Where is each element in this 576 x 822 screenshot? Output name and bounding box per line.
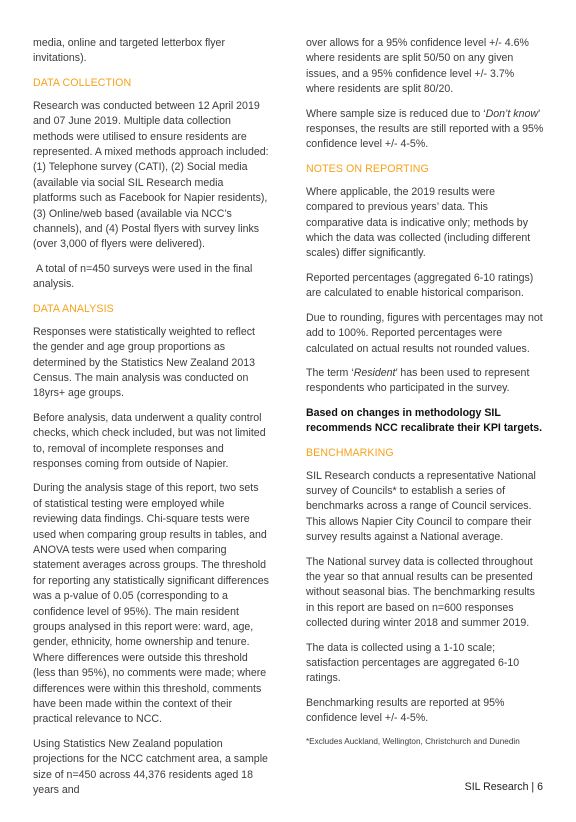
notes-paragraph-3: Due to rounding, figures with percentages may not add to 100%. Reported percentages were calculated on actual results not rounded values.	[306, 311, 543, 355]
dont-know-italic: Don’t know	[485, 107, 538, 120]
data-analysis-paragraph-3: During the analysis stage of this report, two sets of statistical testing were employed while reviewing data findings. Chi-square tests were used when comparing group results in tables, and ANOVA tests were used when comparing statement averages across groups. The threshold for reporting any statistically significant differences was a p-value of 0.05 (corresponding to a confidence level of 95%). The main resident groups analysed in this report were: ward, age, gender, ethnicity, home ownership and tenure. Where differences were outside this threshold (less than 95%), no comments were made; where differences were within this threshold, comments have been made within the context of their practical relevance to NCC.	[33, 482, 269, 726]
resident-italic: Resident	[353, 366, 396, 379]
notes-on-reporting-heading: NOTES ON REPORTING	[306, 162, 429, 175]
notes-paragraph-2: Reported percentages (aggregated 6-10 ratings) are calculated to enable historical comparison.	[306, 271, 534, 300]
benchmarking-paragraph-1: SIL Research conducts a representative National survey of Councils* to establish a series of benchmarks across a range of Council services. This allows Napier City Council to compare their survey results against a National average.	[306, 469, 536, 544]
resident-term-paragraph	[306, 366, 544, 397]
page-footer: SIL Research | 6	[464, 781, 543, 793]
left-column	[33, 36, 269, 807]
data-analysis-paragraph-4: Using Statistics New Zealand population projections for the NCC catchment area, a sample size of n=450 across 44,376 residents aged 18 years and	[33, 737, 268, 797]
dont-know-text-after: ’ responses, the results are still reported with a 95% confidence level +/- 4-5%.	[306, 107, 544, 151]
dont-know-text-before: Where sample size is reduced due to ‘	[306, 107, 486, 120]
kpi-recalibration-note: Based on changes in methodology SIL recommends NCC recalibrate their KPI targets.	[306, 406, 543, 435]
right-column	[306, 36, 544, 757]
dont-know-paragraph	[306, 107, 544, 153]
confidence-continuation-paragraph: over allows for a 95% confidence level +/- 4.6% where residents are split 50/50 on any given issues, and a 95% confidence level +/- 3.7% where residents are split 80/20.	[306, 37, 529, 96]
intro-tail-paragraph: media, online and targeted letterbox flyer invitations).	[33, 37, 225, 65]
benchmarking-paragraph-3: The data is collected using a 1-10 scale; satisfaction percentages are aggregated 6-10 ratings.	[306, 641, 520, 685]
data-analysis-paragraph-1: Responses were statistically weighted to reflect the gender and age group proportions as determined by the Statistics New Zealand 2013 Census. The main analysis was conducted on 18yrs+ age groups.	[33, 325, 256, 400]
benchmarking-paragraph-4: Benchmarking results are reported at 95% confidence level +/- 4-5%.	[306, 696, 505, 725]
data-analysis-paragraph-2: Before analysis, data underwent a quality control checks, which check included, but was not limited to, removal of incomplete responses and responses coming from outside of Napier.	[33, 411, 266, 470]
benchmarking-footnote: *Excludes Auckland, Wellington, Christchurch and Dunedin	[306, 736, 520, 746]
notes-paragraph-1: Where applicable, the 2019 results were compared to previous years’ data. This comparative data is indicative only; methods by which the data was collected (including different scales) differ significantly.	[306, 185, 531, 260]
data-analysis-heading: DATA ANALYSIS	[33, 302, 114, 315]
data-collection-paragraph-2: A total of n=450 surveys were used in the final analysis.	[33, 262, 256, 291]
resident-text-before: The term ‘	[306, 366, 354, 379]
benchmarking-heading: BENCHMARKING	[306, 446, 394, 459]
data-collection-heading: DATA COLLECTION	[33, 76, 132, 89]
data-collection-paragraph-1: Research was conducted between 12 April 2019 and 07 June 2019. Multiple data collection methods were utilised to ensure residents are represented. A mixed methods approach included: (1) Telephone survey (CATI), (2) Social media (available via social SIL Research media platforms such as Facebook for Napier residents), (3) Online/web based (available via NCC’s channels), and (4) Postal flyers with survey links (over 3,000 of flyers were delivered).	[33, 99, 269, 251]
resident-text-after: ’ has been used to represent respondents who participated in the survey.	[306, 366, 530, 395]
benchmarking-paragraph-2: The National survey data is collected throughout the year so that annual results can be presented without seasonal bias. The benchmarking results in this report are based on n=600 responses collected during winter 2018 and summer 2019.	[306, 555, 535, 630]
